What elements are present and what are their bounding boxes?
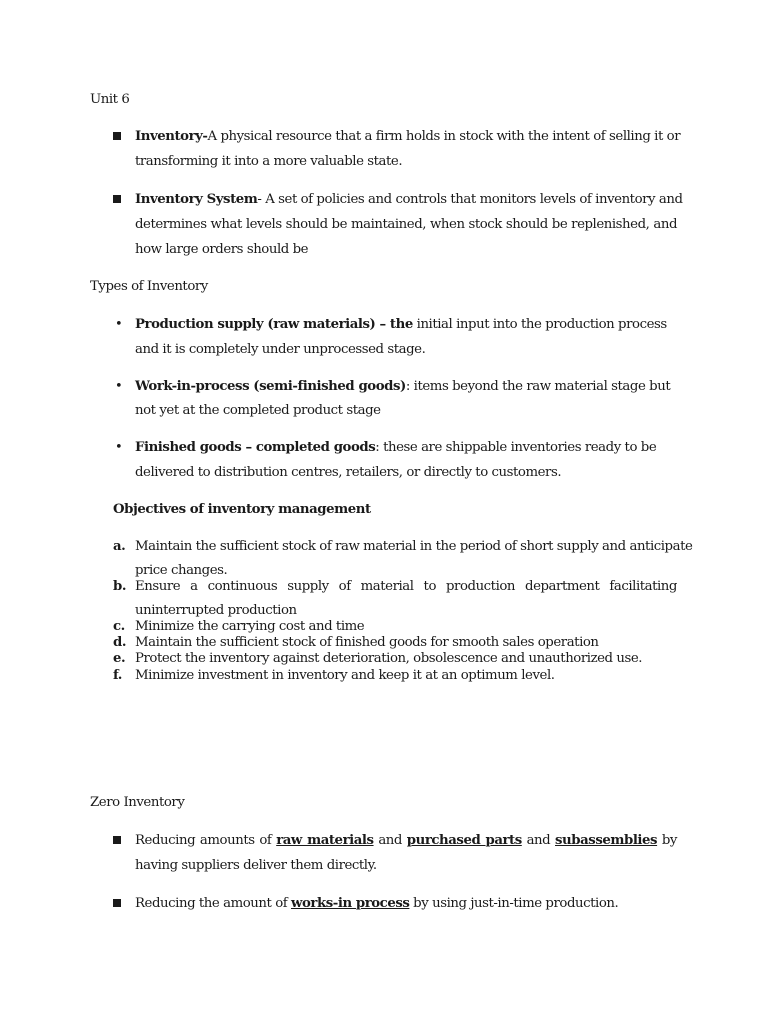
objective-item-continued: price changes. [135,563,228,578]
bullet-dot-icon: • [115,317,123,332]
list-marker: a. [113,539,126,554]
zero-inventory-heading: Zero Inventory [90,795,185,810]
zero-item-text: by using just-in-time production. [409,896,619,911]
definition-term: Inventory- [135,129,208,144]
definition-text-continued: determines what levels should be maintained, when stock should be replenished, and [135,217,677,232]
type-text-continued: and it is completely under unprocessed stage. [135,342,426,357]
definition-text: - A set of policies and controls that monitors levels of inventory and [257,192,683,207]
list-marker: d. [113,635,127,650]
objective-item: Minimize investment in inventory and keep it at an optimum level. [135,668,555,683]
objective-item-continued: uninterrupted production [135,603,297,618]
bullet-dot-icon: • [115,440,123,455]
square-bullet-icon [113,195,121,203]
definition-text-continued: transforming it into a more valuable state. [135,154,403,169]
keyword-purchased-parts: purchased parts [406,833,522,848]
objective-item: Maintain the sufficient stock of raw material in the period of short supply and anticipate [135,539,693,554]
list-marker: b. [113,579,127,594]
keyword-raw-materials: raw materials [276,833,374,848]
zero-item-text: and [373,833,407,848]
types-heading: Types of Inventory [90,279,208,294]
definition-text: A physical resource that a firm holds in stock with the intent of selling it or [207,129,681,144]
zero-item [135,895,618,913]
bullet-dot-icon: • [115,379,123,394]
definition-inventory-system [135,191,683,209]
zero-item-text: Reducing the amount of [135,896,292,911]
zero-item-text: and [521,833,556,848]
definition-text-continued: how large orders should be [135,242,309,257]
square-bullet-icon [113,836,121,844]
list-marker: f. [113,668,122,683]
keyword-works-in-process: works-in process [291,896,410,911]
definition-inventory [135,128,680,146]
zero-item-continued: having suppliers deliver them directly. [135,858,377,873]
type-term: Finished goods – completed goods [135,440,376,455]
type-finished-goods [135,439,656,457]
objectives-heading: Objectives of inventory management [113,502,371,517]
objective-item: Protect the inventory against deterioration, obsolescence and unauthorized use. [135,651,643,666]
type-text-continued: not yet at the completed product stage [135,403,381,418]
type-text: : items beyond the raw material stage but [405,379,671,394]
square-bullet-icon [113,132,121,140]
keyword-subassemblies: subassemblies [555,833,658,848]
zero-item-text: by [657,833,677,848]
objective-item: Ensure a continuous supply of material to production department facilitating [135,579,677,594]
zero-item-text: Reducing amounts of [135,833,277,848]
objective-item: Minimize the carrying cost and time [135,619,365,634]
type-work-in-process [135,378,670,396]
type-production-supply [135,316,667,334]
type-term: Production supply (raw materials) – the [135,317,413,332]
type-term: Work-in-process (semi-finished goods) [135,379,406,394]
zero-item [135,832,677,850]
type-text-continued: delivered to distribution centres, retailers, or directly to customers. [135,465,562,480]
square-bullet-icon [113,899,121,907]
list-marker: c. [113,619,125,634]
definition-term: Inventory System [135,192,258,207]
type-text: initial input into the production process [412,317,667,332]
objective-item: Maintain the sufficient stock of finished goods for smooth sales operation [135,635,599,650]
list-marker: e. [113,651,126,666]
unit-title: Unit 6 [90,92,130,107]
type-text: : these are shippable inventories ready to be [375,440,657,455]
